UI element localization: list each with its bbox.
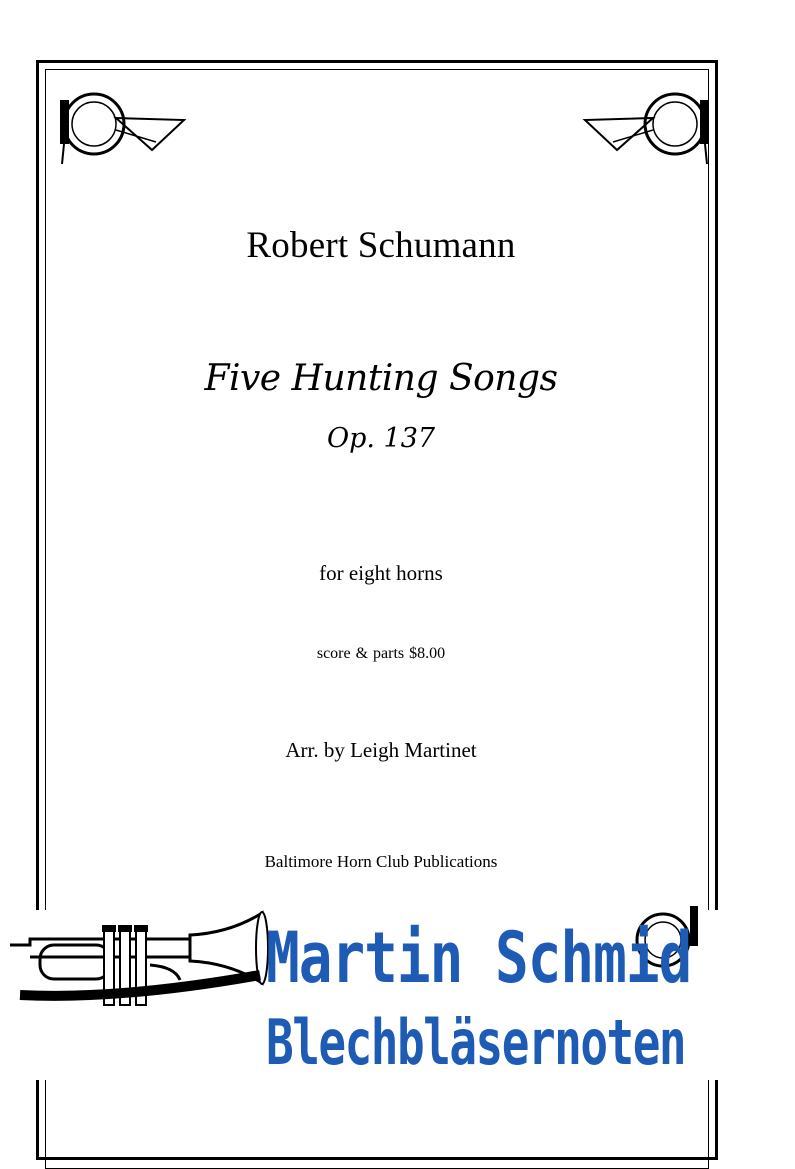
watermark-line-1: Martin Schmid: [266, 918, 692, 1000]
piece-title: Five Hunting Songs: [204, 358, 558, 399]
arranger-credit: Arr. by Leigh Martinet: [285, 738, 477, 762]
horn-icon-top-left: [56, 80, 191, 170]
price-line: score & parts $8.00: [316, 645, 446, 662]
horn-icon-top-right: [578, 80, 713, 170]
watermark-line-2: Blechbläsernoten: [266, 1006, 686, 1079]
opus-number: Op. 137: [326, 423, 436, 454]
composer-name: Robert Schumann: [246, 225, 516, 266]
trumpet-icon: [0, 905, 270, 1020]
publisher-name: Baltimore Horn Club Publications: [264, 852, 498, 871]
instrumentation: for eight horns: [319, 561, 443, 585]
